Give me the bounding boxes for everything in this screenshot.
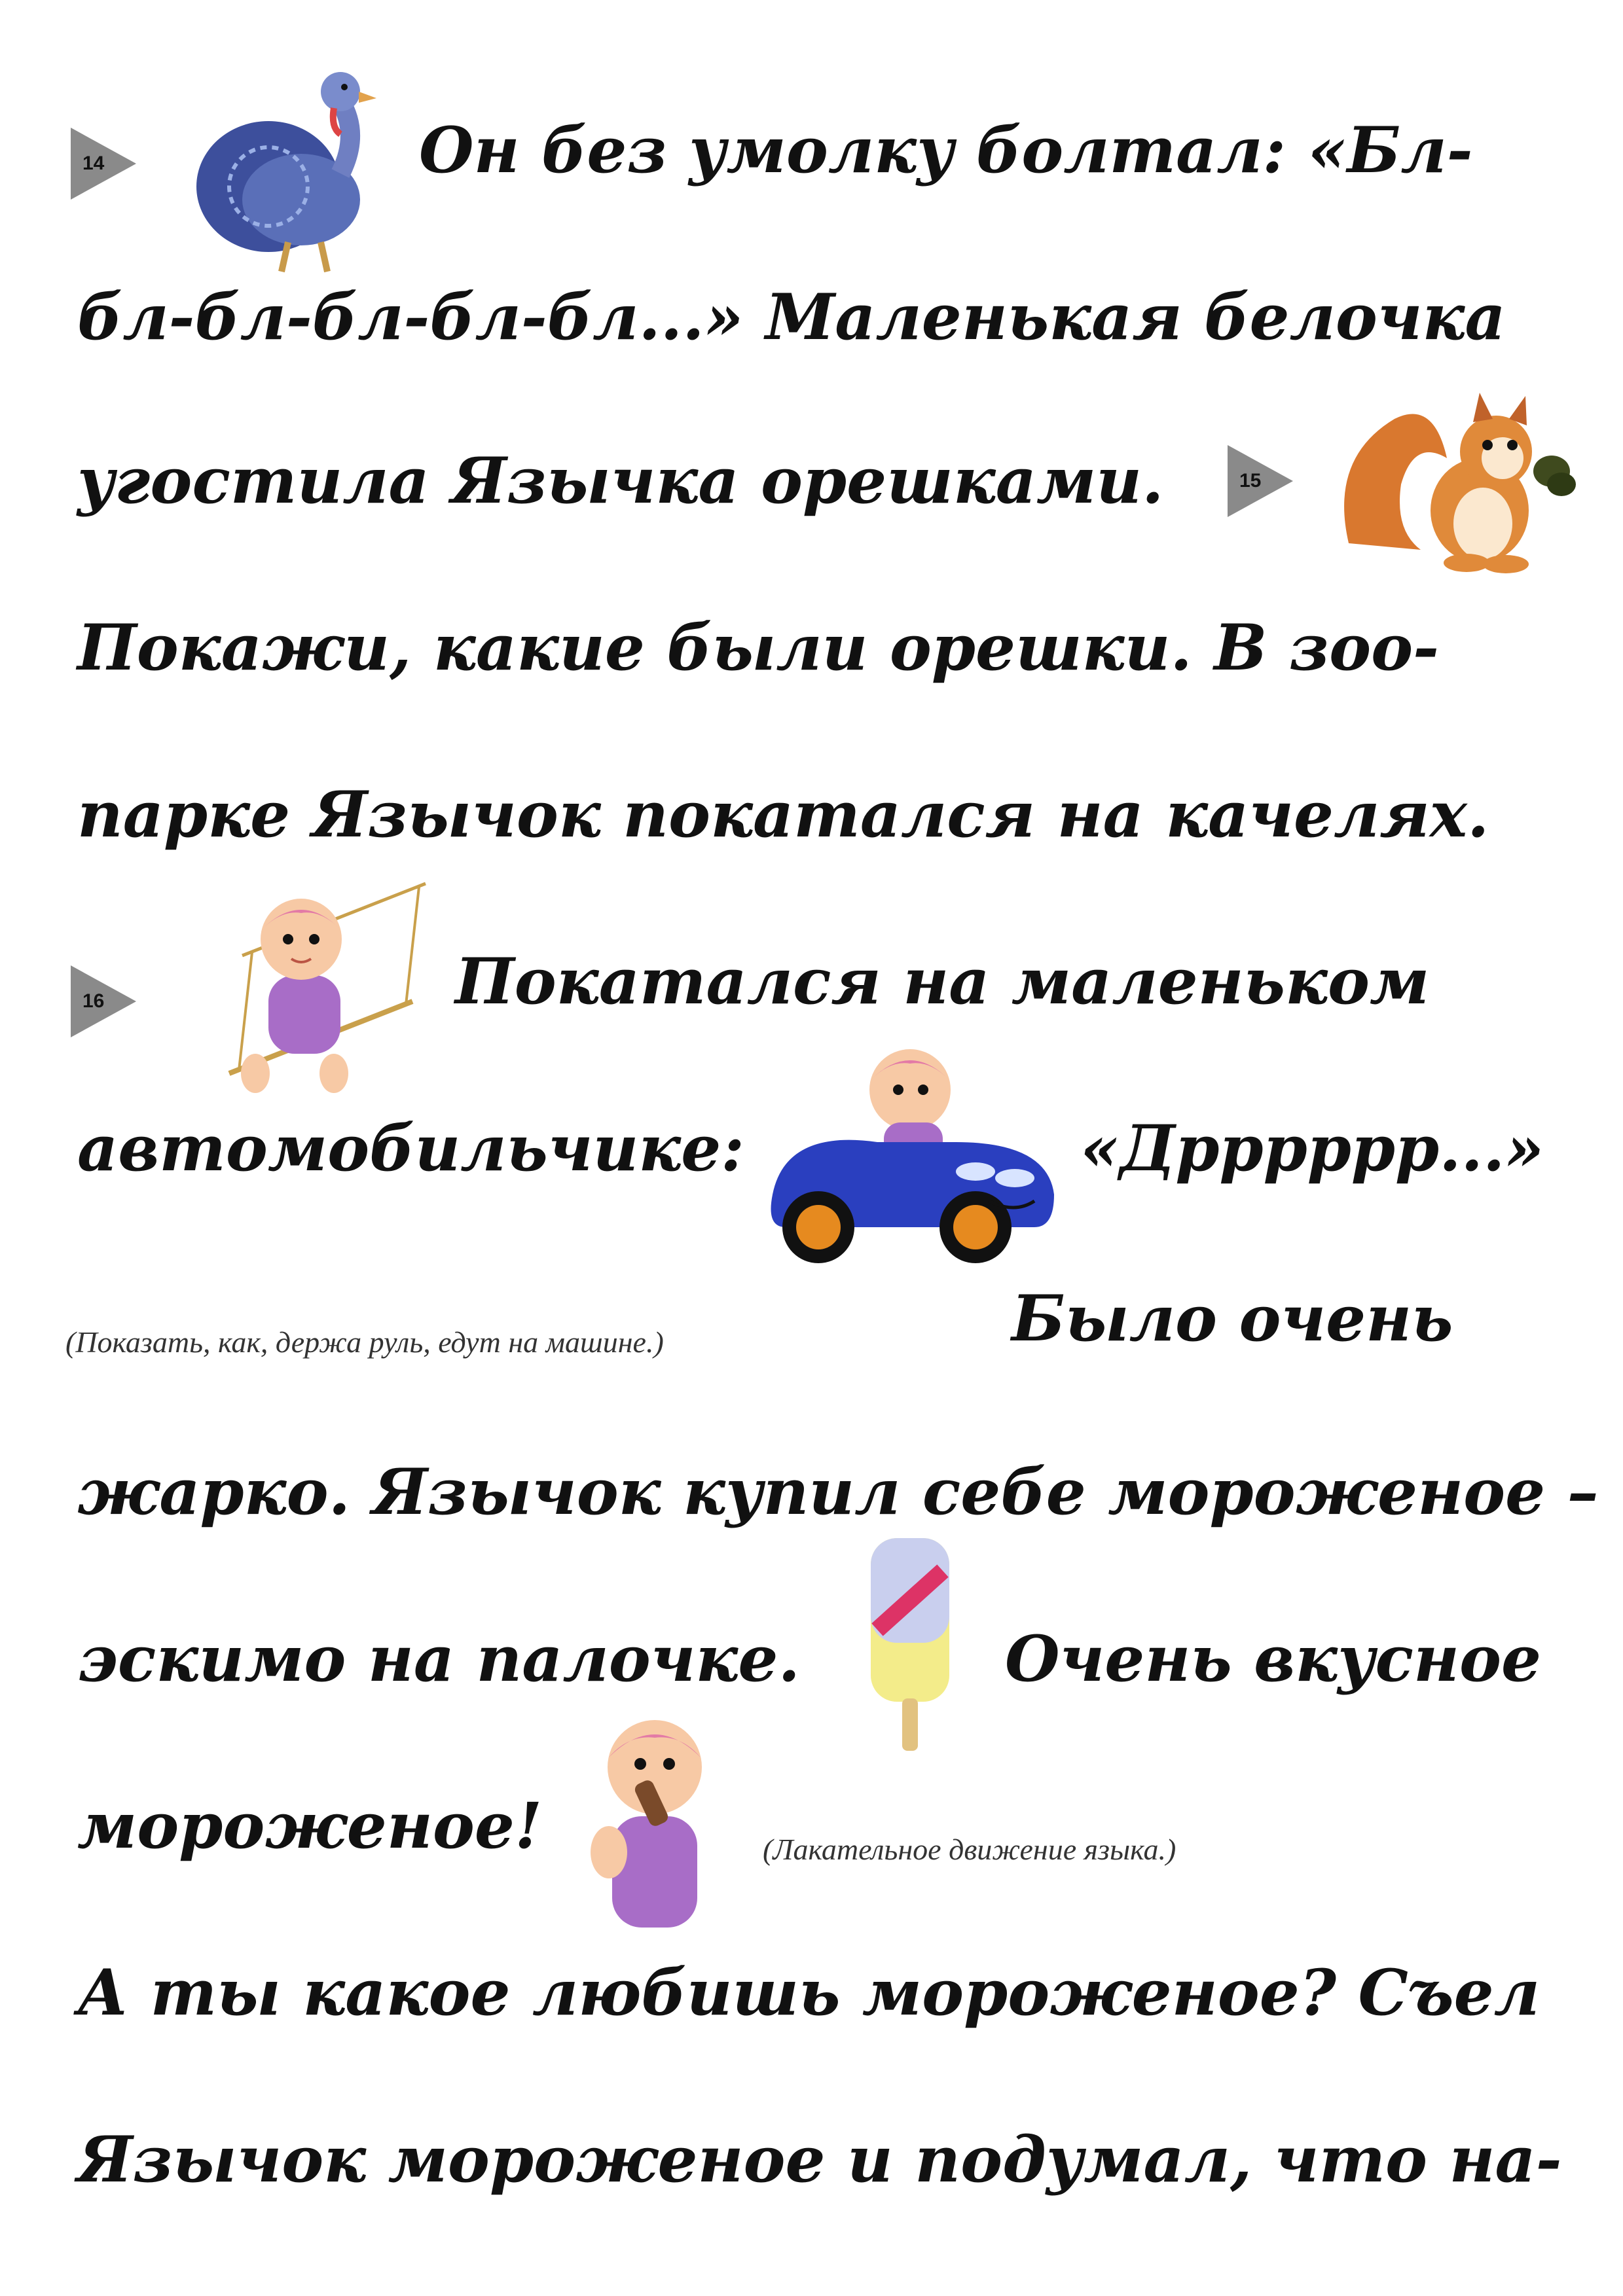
text-segment: Было очень bbox=[1012, 1282, 1453, 1355]
marker-number: 16 bbox=[82, 990, 105, 1012]
text-segment: Очень вкусное bbox=[1005, 1622, 1542, 1696]
text-segment: Он без умолку болтал: «Бл- bbox=[419, 113, 1473, 187]
text-segment: мороженое! bbox=[77, 1789, 543, 1863]
page-marker-14 bbox=[71, 128, 136, 200]
page-marker-15 bbox=[1228, 445, 1293, 517]
instruction-note: (Показать, как, держа руль, едут на машине.) bbox=[65, 1325, 664, 1359]
page-marker-16 bbox=[71, 965, 136, 1037]
text-segment: бл-бл-бл-бл-бл...» Маленькая белочка bbox=[77, 280, 1506, 354]
text-segment: жарко. Язычок купил себе мороженое – bbox=[77, 1455, 1599, 1529]
text-segment: А ты какое любишь мороженое? Съел bbox=[77, 1956, 1541, 2030]
text-segment: угостила Язычка орешками. bbox=[77, 444, 1164, 518]
ice-cream-bar-icon bbox=[851, 1532, 969, 1754]
text-segment: Покажи, какие были орешки. В зоо- bbox=[77, 611, 1439, 685]
instruction-note: (Лакательное движение языка.) bbox=[763, 1833, 1176, 1866]
text-segment: «Дрррррр...» bbox=[1080, 1111, 1544, 1185]
squirrel-icon bbox=[1336, 380, 1584, 576]
turkey-icon bbox=[190, 56, 406, 278]
child-on-swing-icon bbox=[190, 877, 452, 1100]
marker-number: 14 bbox=[82, 152, 105, 174]
child-eating-ice-cream-icon bbox=[563, 1702, 753, 1937]
toy-car-icon bbox=[759, 1031, 1061, 1280]
text-segment: эскимо на палочке. bbox=[77, 1622, 800, 1696]
text-segment: автомобильчике: bbox=[77, 1111, 744, 1185]
text-segment: Язычок мороженое и подумал, что на- bbox=[77, 2123, 1562, 2197]
text-segment: Покатался на маленьком bbox=[455, 944, 1430, 1018]
text-segment: парке Язычок покатался на качелях. bbox=[77, 778, 1489, 852]
marker-number: 15 bbox=[1239, 470, 1262, 492]
